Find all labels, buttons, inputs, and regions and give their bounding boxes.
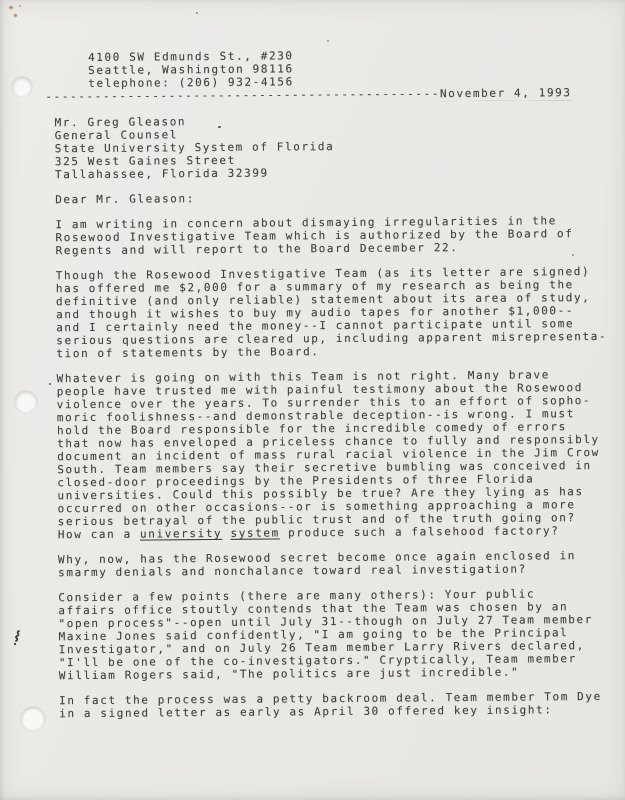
text-line: has offered me $2,000 for a summary of my research as being the bbox=[55, 278, 574, 296]
recipient-address-line: Mr. Greg Gleason bbox=[54, 115, 187, 130]
text-line: serious questions are cleared up, including apparent misrepresenta- bbox=[56, 329, 608, 348]
text-line: occurred on other occasions--or is something approaching a more bbox=[57, 498, 576, 516]
recipient-address-line: Tallahassee, Florida 32399 bbox=[54, 166, 269, 182]
recipient-address-line: State University System of Florida bbox=[54, 140, 335, 156]
rust-speck bbox=[9, 6, 13, 9]
text-line: Whatever is going on with this Team is not right. Many brave bbox=[56, 368, 550, 386]
hole-punch-middle bbox=[15, 391, 37, 413]
text-line: tion of statements by the Board. bbox=[56, 345, 320, 361]
text-line: Maxine Jones said confidently, "I am going to be the Principal bbox=[58, 626, 569, 644]
letter-body bbox=[55, 214, 616, 720]
rust-speck bbox=[14, 14, 17, 17]
letter-content bbox=[45, 47, 616, 732]
text-line: closed-door proceedings by the Presidents of three Florida bbox=[57, 472, 535, 490]
text-line: definitive (and only reliable) statement about its area of study, bbox=[55, 291, 591, 309]
recipient-address-block bbox=[55, 112, 612, 181]
dust-speck bbox=[572, 254, 574, 256]
text-line: "I'll be one of the co-investigators." Cryptically, Team member bbox=[58, 652, 577, 670]
recipient-address-line: 325 West Gaines Street bbox=[54, 153, 236, 169]
text-line: South. Team members say their secretive bumbling was conceived in bbox=[57, 459, 592, 477]
text-line: that now has enveloped a priceless chance to fully and responsibly bbox=[57, 432, 600, 451]
pen-scribble-mark bbox=[11, 629, 25, 653]
salutation-line: Dear Mr. Gleason: bbox=[55, 192, 196, 207]
paragraph bbox=[58, 549, 615, 579]
text-line: hold the Board responsible for the incredible comedy of errors bbox=[56, 420, 567, 438]
text-line: violence over the years. To surrender this to an effort of sopho- bbox=[56, 394, 592, 412]
text-line: In fact the process was a petty backroom deal. Team member Tom Dye bbox=[59, 689, 602, 708]
sender-address-block bbox=[88, 47, 611, 90]
text-line: Regents and will report to the Board December 22. bbox=[55, 241, 459, 258]
salutation bbox=[55, 189, 612, 206]
sender-address-line: 4100 SW Edmunds St., #230 bbox=[87, 49, 294, 64]
hole-punch-bottom bbox=[21, 707, 45, 731]
date-leader-dashes: ------------------------------------------------ bbox=[45, 87, 441, 104]
sender-address-line: Seattle, Washington 98116 bbox=[88, 62, 294, 77]
text-line: affairs office stoutly contends that the Team was chosen by an bbox=[58, 600, 569, 618]
paragraph bbox=[59, 690, 616, 720]
text-line: smarmy denials and nonchalance toward real investigation? bbox=[58, 562, 527, 580]
paragraph bbox=[55, 214, 612, 257]
rust-speck bbox=[19, 5, 21, 7]
underlined-phrase: university bbox=[139, 526, 223, 541]
text-line: document an incident of mass rural racial violence in the Jim Crow bbox=[57, 445, 600, 464]
text-line: in a signed letter as early as April 30 offered key insight: bbox=[59, 703, 553, 721]
dust-speck bbox=[49, 383, 51, 385]
text-line: Rosewood Investigative Team which is authorized by the Board of bbox=[55, 227, 574, 245]
text-line: William Rogers said, "The politics are just incredible." bbox=[58, 665, 520, 683]
text-line: universities. Could this possibly be true? Are they lying as has bbox=[57, 485, 584, 503]
text-line: Investigator," and on July 26 Team member Larry Rivers declared, bbox=[58, 639, 585, 657]
paragraph bbox=[58, 587, 616, 682]
recipient-address-line: General Counsel bbox=[54, 128, 179, 143]
underlined-phrase: system bbox=[230, 526, 280, 540]
sender-address-line: telephone: (206) 932-4156 bbox=[88, 75, 294, 90]
dust-speck bbox=[327, 40, 329, 42]
dust-speck bbox=[218, 126, 221, 128]
text-line: and I certainly need the money--I cannot participate until some bbox=[56, 317, 575, 335]
text-line: Though the Rosewood Investigative Team (as its letter are signed) bbox=[55, 265, 591, 283]
text-line: Consider a few points (there are many others): Your public bbox=[58, 587, 536, 605]
text-line: Why, now, has the Rosewood secret become once again enclosed in bbox=[57, 549, 577, 567]
text-line: and though it wishes to buy my audio tapes for another $1,000-- bbox=[56, 304, 575, 322]
paragraph bbox=[57, 368, 615, 541]
hole-punch-top bbox=[12, 77, 32, 97]
text-line: How can a university system produce such a falsehood factory? bbox=[57, 524, 560, 542]
text-line: "open process"--open until July 31--though on July 27 Team member bbox=[58, 613, 594, 631]
text-line: serious betrayal of the public trust and of the truth going on? bbox=[57, 511, 576, 529]
text-line: people have trusted me with painful testimony about the Rosewood bbox=[56, 381, 583, 399]
text-line: moric foolishness--and demonstrable deception--is wrong. I must bbox=[56, 407, 575, 425]
paragraph bbox=[56, 265, 614, 360]
dust-speck bbox=[196, 12, 198, 14]
text-line: I am writing in concern about dismaying irregularities in the bbox=[55, 214, 557, 232]
letter-date: November 4, 1993 bbox=[439, 86, 572, 101]
